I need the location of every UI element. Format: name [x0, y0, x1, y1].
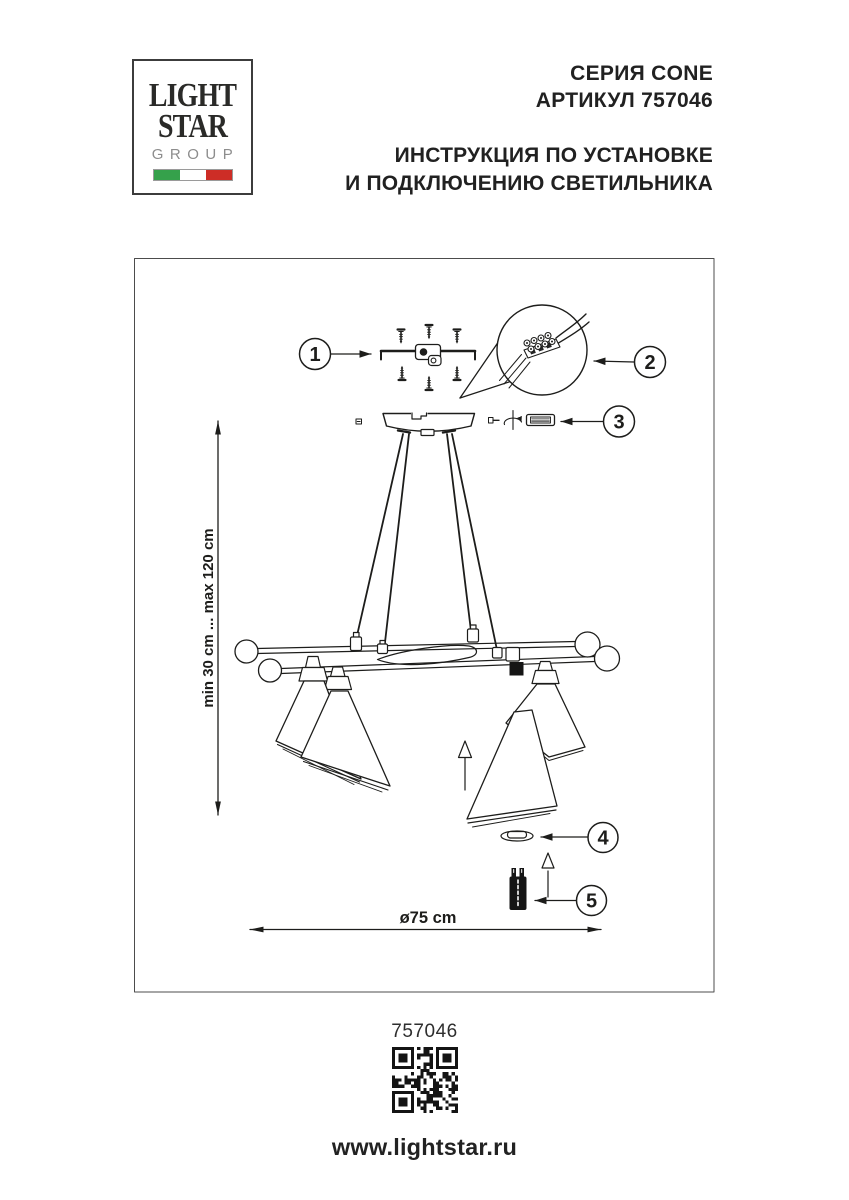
callout-3	[561, 406, 635, 437]
qr-code	[392, 1047, 458, 1113]
svg-text:ø75 cm: ø75 cm	[399, 909, 457, 927]
logo-star-text: STAR	[157, 108, 228, 145]
callout-1	[300, 339, 372, 370]
bulb-sphere-4	[595, 646, 620, 671]
svg-text:5: 5	[585, 890, 598, 913]
junction-magnifier	[460, 305, 589, 398]
installation-diagram	[134, 258, 715, 998]
suspension-rods	[356, 434, 497, 651]
instruction-title-line2: И ПОДКЛЮЧЕНИЮ СВЕТИЛЬНИКА	[345, 171, 713, 195]
small-screw-icon	[489, 418, 500, 424]
cone-shades	[276, 681, 585, 827]
svg-text:2: 2	[644, 352, 656, 374]
instruction-title-line1: ИНСТРУКЦИЯ ПО УСТАНОВКЕ	[394, 144, 713, 167]
diagram-border	[135, 259, 715, 993]
insert-arrow-1	[459, 741, 472, 790]
callout-2	[594, 347, 666, 378]
callout-5	[535, 886, 607, 916]
logo-light-text: LIGHT	[148, 77, 237, 114]
shade-ring-part	[501, 831, 533, 841]
website-url: www.lightstar.ru	[331, 1134, 518, 1160]
svg-text:min 30 cm ... max 120 cm: min 30 cm ... max 120 cm	[200, 528, 217, 708]
footer-article-number: 757046	[391, 1021, 458, 1042]
ceiling-canopy	[356, 411, 475, 436]
instruction-title	[345, 142, 713, 197]
insert-arrow-2	[542, 853, 554, 897]
brand-logo	[132, 59, 253, 195]
canopy-side-screw	[356, 419, 362, 424]
bulb-sphere-1	[235, 640, 258, 663]
italy-flag-icon	[153, 169, 233, 181]
power-connector	[510, 662, 524, 676]
rotation-icon	[504, 411, 521, 430]
article-label: АРТИКУЛ 757046	[535, 88, 713, 112]
led-lamp-part	[510, 868, 527, 910]
document-header	[345, 61, 713, 197]
bulb-spheres	[235, 632, 620, 682]
adjuster-screw	[527, 415, 555, 426]
logo-group-text: GROUP	[151, 146, 240, 163]
svg-text:1: 1	[309, 344, 321, 366]
canopy-lock-screw-row	[489, 411, 555, 430]
bulb-sphere-2	[259, 659, 282, 682]
diameter-dimension	[250, 909, 601, 930]
series-label: СЕРИЯ CONE	[570, 62, 713, 85]
callout-4	[541, 823, 618, 853]
mounting-bracket	[381, 345, 475, 366]
svg-text:3: 3	[613, 411, 625, 434]
height-dimension	[200, 421, 218, 815]
svg-text:4: 4	[597, 827, 609, 850]
